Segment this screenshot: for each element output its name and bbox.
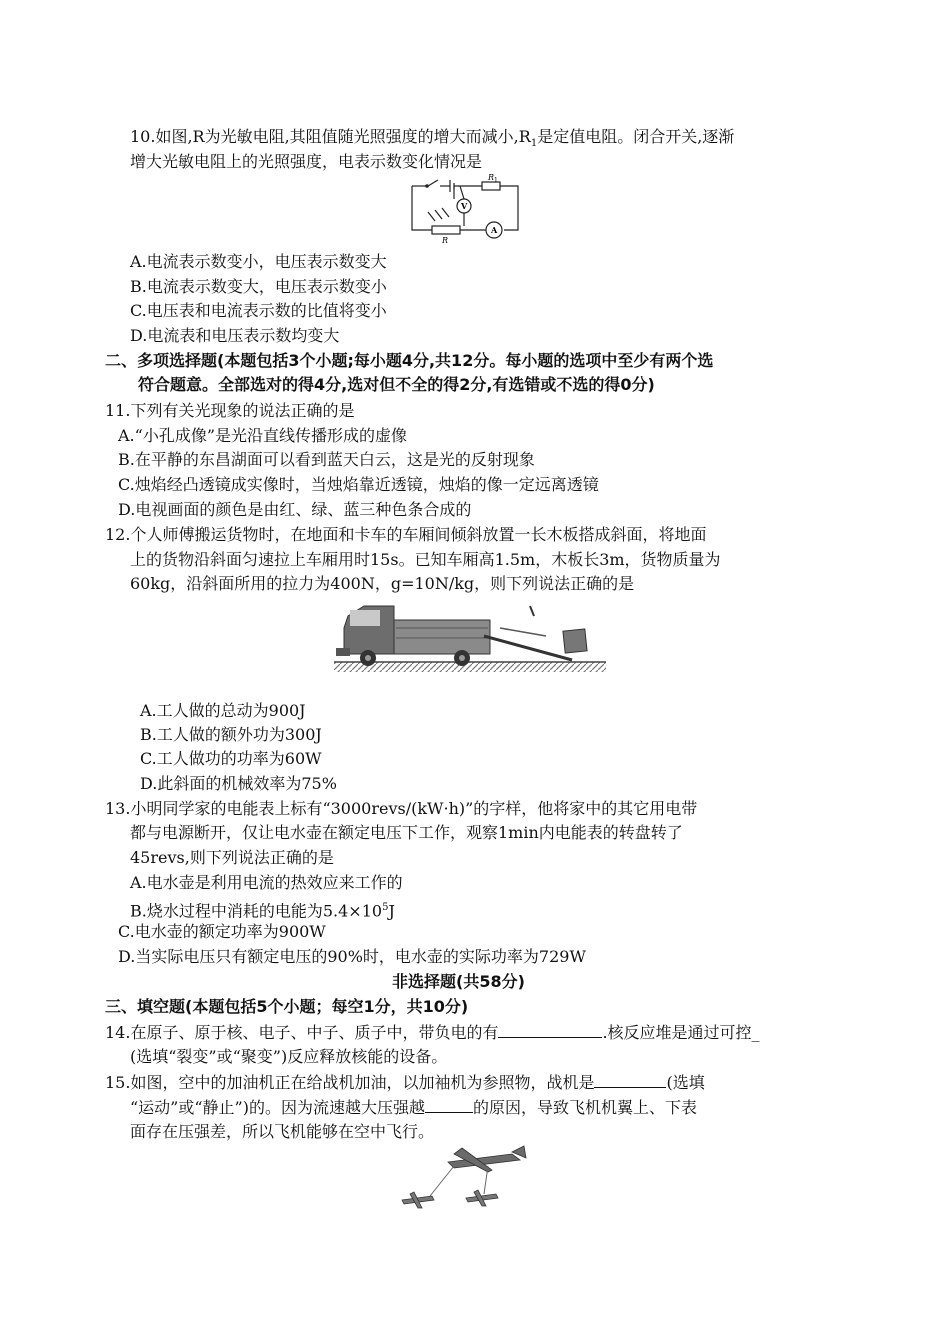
q15-line1: 15.如图，空中的加油机正在给战机加油，以加袖机为参照物，战机是 (选填 xyxy=(105,1073,705,1092)
q13-option-a: A.电水壶是利用电流的热效应来工作的 xyxy=(130,873,403,892)
q12-stem-line3: 60kg，沿斜面所用的拉力为400N，g=10N/kg，则下列说法正确的是 xyxy=(130,574,635,593)
q10-circuit-diagram xyxy=(408,174,522,244)
truck-ramp-illustration xyxy=(334,598,606,674)
q14-blank-1[interactable] xyxy=(498,1021,602,1038)
q12-option-a: A.工人做的总动为900J xyxy=(140,701,306,720)
q11-option-d: D.电视画面的颜色是由红、绿、蓝三种色条合成的 xyxy=(118,500,472,519)
q15-line2: “运动”或“静止”)的。因为流速越大压强越 的原因，导致飞机机翼上、下表 xyxy=(130,1098,697,1117)
part2-title: 非选择题(共58分) xyxy=(392,972,525,991)
q12-option-c: C.工人做功的功率为60W xyxy=(140,749,322,768)
ammeter-label: A xyxy=(491,225,498,235)
q15-blank-1[interactable] xyxy=(594,1071,666,1088)
section2-header-line1: 二、多项选择题(本题包括3个小题;每小题4分,共12分。每小题的选项中至少有两个选 xyxy=(105,351,714,370)
q15-line3: 面存在压强差，所以飞机能够在空中飞行。 xyxy=(130,1122,435,1141)
q13-option-d: D.当实际电压只有额定电压的90%时，电水壶的实际功率为729W xyxy=(118,947,586,966)
r-label: R xyxy=(442,236,449,244)
q11-stem: 11.下列有关光现象的说法正确的是 xyxy=(105,401,355,420)
section3-header: 三、填空题(本题包括5个小题；每空1分，共10分) xyxy=(105,997,469,1016)
q12-option-d: D.此斜面的机械效率为75% xyxy=(140,774,337,793)
r1-label: R xyxy=(488,174,495,182)
q13-stem-line2: 都与电源断开，仅让电水壶在额定电压下工作，观察1min内电能表的转盘转了 xyxy=(130,823,683,842)
q13-option-c: C.电水壶的额定功率为900W xyxy=(118,922,326,941)
q13-stem-line3: 45revs,则下列说法正确的是 xyxy=(130,848,334,867)
q10-stem-line1: 10.如图,R为光敏电阻,其阻值随光照强度的增大而减小$,R_1$是定值电阻。闭合开关,逐渐 xyxy=(130,127,735,150)
r1-subscript: 1 xyxy=(494,177,498,184)
q10-option-a: A.电流表示数变小，电压表示数变大 xyxy=(130,252,387,271)
q12-stem-line1: 12.个人师傅搬运货物时，在地面和卡车的车厢间倾斜放置一长木板搭成斜面，将地面 xyxy=(105,525,707,544)
q11-option-c: C.烛焰经凸透镜成实像时，当烛焰靠近透镜，烛焰的像一定远离透镜 xyxy=(118,475,599,494)
q11-option-b: B.在平静的东昌湖面可以看到蓝天白云，这是光的反射现象 xyxy=(118,450,535,469)
q14-line2: (选填“裂变”或“聚变”)反应释放核能的设备。 xyxy=(130,1047,448,1066)
aerial-refueling-illustration xyxy=(392,1140,544,1216)
q15-blank-2[interactable] xyxy=(425,1096,473,1113)
q10-option-b: B.电流表示数变大，电压表示数变小 xyxy=(130,277,387,296)
q10-option-c: C.电压表和电流表示数的比值将变小 xyxy=(130,301,387,320)
q14-line1: 14.在原子、原于核、电子、中子、质子中，带负电的有 .核反应堆是通过可控_ xyxy=(105,1023,760,1042)
q12-stem-line2: 上的货物沿斜面匀速拉上车厢用时15s。已知车厢高1.5m，木板长3m，货物质量为 xyxy=(130,550,721,569)
section2-header-line2: 符合题意。全部选对的得4分,选对但不全的得2分,有选错或不选的得0分) xyxy=(138,375,655,394)
q12-option-b: B.工人做的额外功为300J xyxy=(140,725,322,744)
q10-option-d: D.电流表和电压表示数均变大 xyxy=(130,326,340,345)
voltmeter-label: V xyxy=(461,201,468,211)
q13-option-b: B.烧水过程中消耗的电能为$5.4\times 10^5J$ xyxy=(130,901,395,921)
q13-stem-line1: 13.小明同学家的电能表上标有“3000revs/(kW·h)”的字样，他将家中的其它用电带 xyxy=(105,799,698,818)
q11-option-a: A.“小孔成像”是光沿直线传播形成的虚像 xyxy=(118,426,408,445)
q10-stem-line2: 增大光敏电阻上的光照强度，电表示数变化情况是 xyxy=(130,152,483,171)
